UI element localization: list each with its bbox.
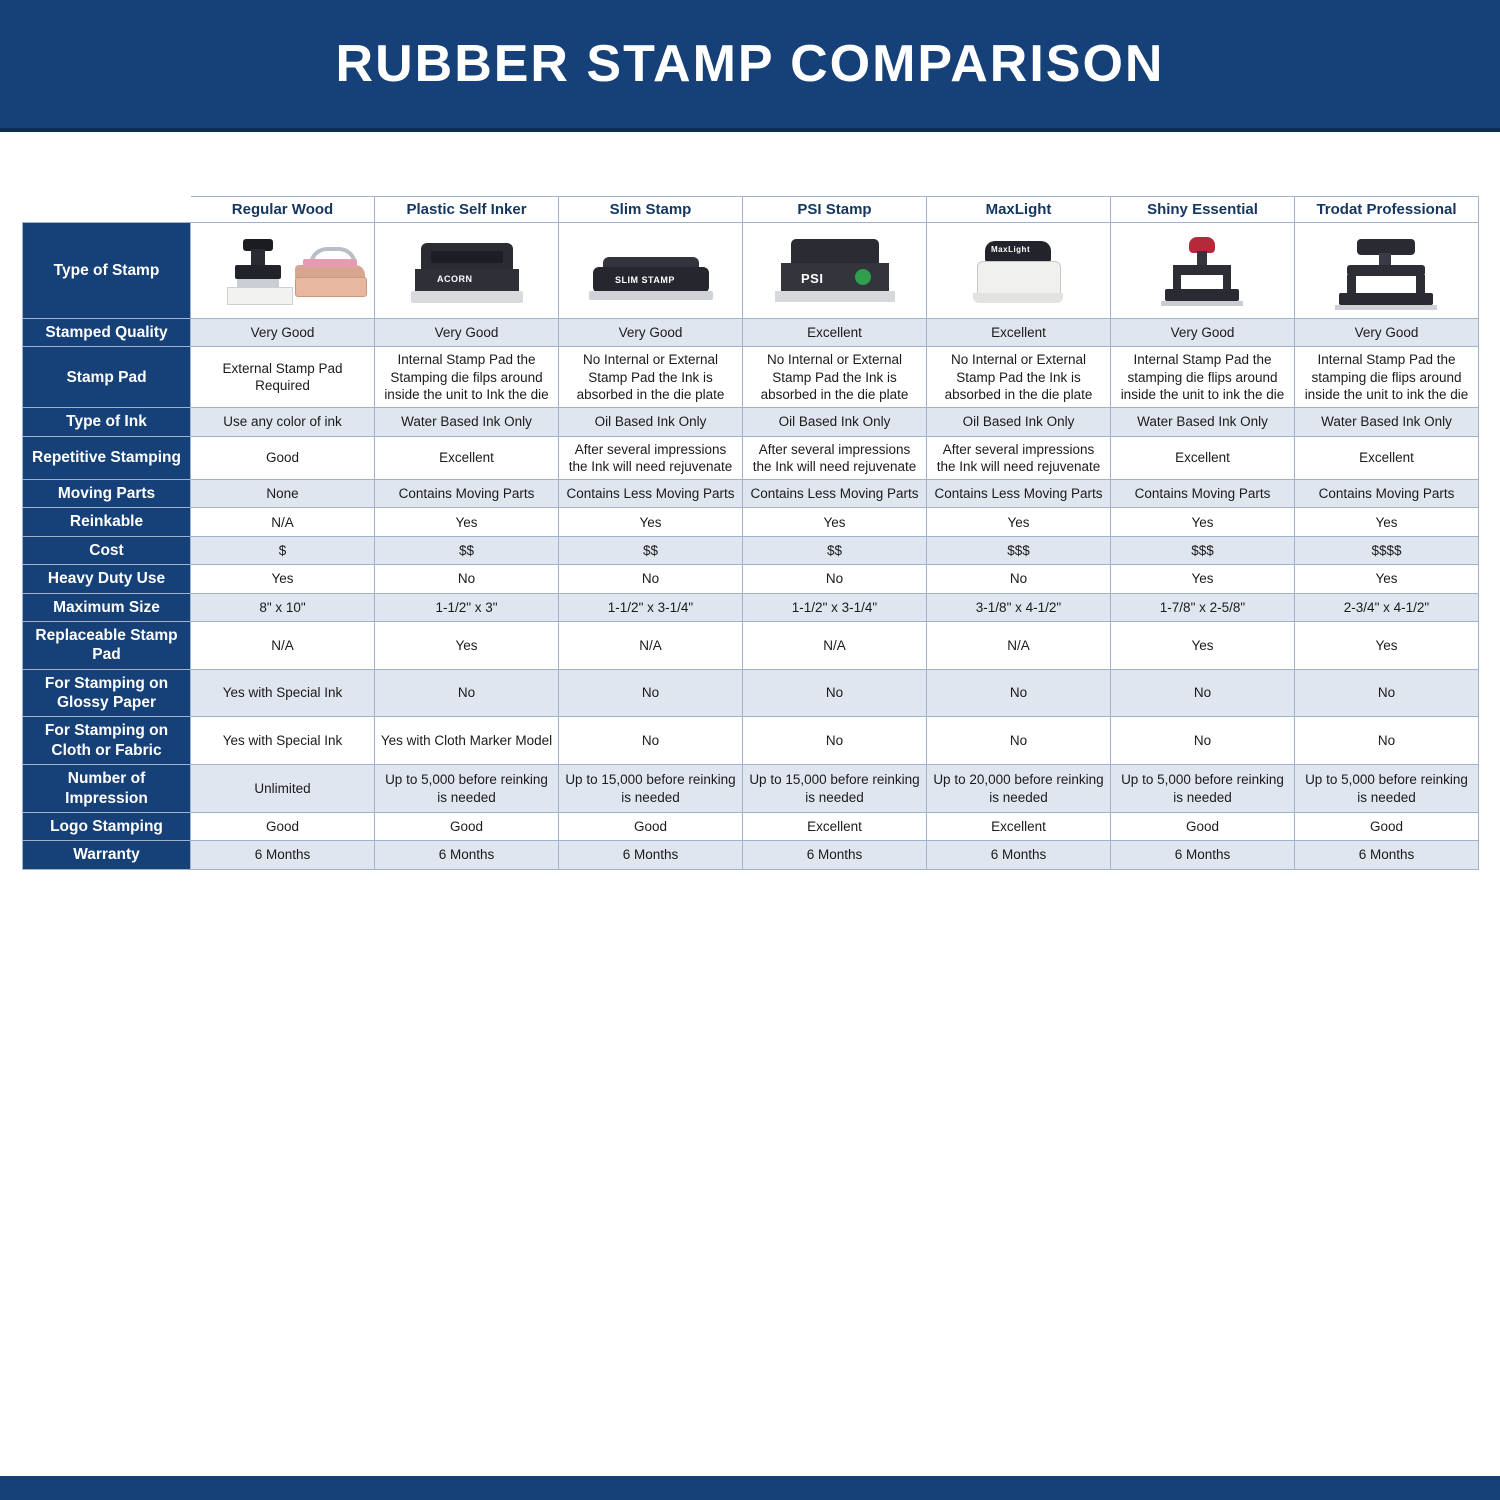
- row-label-type-of-stamp: Type of Stamp: [23, 223, 191, 319]
- cell-warranty-trodat-professional: 6 Months: [1295, 841, 1479, 869]
- cell-cost-slim-stamp: $$: [559, 536, 743, 564]
- cell-stamp-pad-slim-stamp: No Internal or External Stamp Pad the Ink is absorbed in the die plate: [559, 347, 743, 408]
- row-label-number-of-impression: Number of Impression: [23, 765, 191, 813]
- table-row: [23, 669, 1479, 717]
- cell-heavy-duty-use-psi-stamp: No: [743, 565, 927, 593]
- psi-stamp-icon: [743, 225, 926, 317]
- cell-heavy-duty-use-maxlight: No: [927, 565, 1111, 593]
- table-row: [23, 436, 1479, 480]
- cell-glossy-paper-regular-wood: Yes with Special Ink: [191, 669, 375, 717]
- cell-logo-stamping-regular-wood: Good: [191, 812, 375, 840]
- stamp-image-trodat-professional: [1295, 223, 1479, 319]
- cell-stamp-pad-regular-wood: External Stamp Pad Required: [191, 347, 375, 408]
- cell-maximum-size-trodat-professional: 2-3/4" x 4-1/2": [1295, 593, 1479, 621]
- cell-replaceable-stamp-pad-regular-wood: N/A: [191, 621, 375, 669]
- page-banner: [0, 0, 1500, 132]
- cell-stamp-pad-trodat-professional: Internal Stamp Pad the stamping die flips around inside the unit to ink the die: [1295, 347, 1479, 408]
- cell-maximum-size-slim-stamp: 1-1/2" x 3-1/4": [559, 593, 743, 621]
- column-header-psi-stamp: PSI Stamp: [743, 197, 927, 223]
- cell-repetitive-stamping-slim-stamp: After several impressions the Ink will need rejuvenate: [559, 436, 743, 480]
- row-label-glossy-paper: For Stamping on Glossy Paper: [23, 669, 191, 717]
- cell-warranty-shiny-essential: 6 Months: [1111, 841, 1295, 869]
- psi-brand-label: PSI: [801, 270, 824, 286]
- cell-glossy-paper-plastic-self-inker: No: [375, 669, 559, 717]
- stamp-image-regular-wood: [191, 223, 375, 319]
- wood-stamp-icon: [191, 225, 374, 317]
- cell-logo-stamping-slim-stamp: Good: [559, 812, 743, 840]
- stamp-image-slim-stamp: [559, 223, 743, 319]
- cell-logo-stamping-psi-stamp: Excellent: [743, 812, 927, 840]
- cell-type-of-ink-slim-stamp: Oil Based Ink Only: [559, 408, 743, 436]
- cell-number-of-impression-plastic-self-inker: Up to 5,000 before reinking is needed: [375, 765, 559, 813]
- cell-repetitive-stamping-regular-wood: Good: [191, 436, 375, 480]
- cell-glossy-paper-trodat-professional: No: [1295, 669, 1479, 717]
- maxlight-brand-label: MaxLight: [991, 244, 1031, 254]
- cell-logo-stamping-plastic-self-inker: Good: [375, 812, 559, 840]
- stamp-image-psi-stamp: [743, 223, 927, 319]
- cell-repetitive-stamping-shiny-essential: Excellent: [1111, 436, 1295, 480]
- cell-cost-shiny-essential: $$$: [1111, 536, 1295, 564]
- cell-moving-parts-psi-stamp: Contains Less Moving Parts: [743, 480, 927, 508]
- cell-moving-parts-trodat-professional: Contains Moving Parts: [1295, 480, 1479, 508]
- page-title: RUBBER STAMP COMPARISON: [335, 35, 1165, 93]
- cell-stamped-quality-slim-stamp: Very Good: [559, 319, 743, 347]
- table-row: [23, 319, 1479, 347]
- cell-reinkable-regular-wood: N/A: [191, 508, 375, 536]
- cell-repetitive-stamping-trodat-professional: Excellent: [1295, 436, 1479, 480]
- table-row: [23, 536, 1479, 564]
- plastic-brand-label: ACORN: [437, 273, 473, 284]
- cell-warranty-regular-wood: 6 Months: [191, 841, 375, 869]
- row-label-reinkable: Reinkable: [23, 508, 191, 536]
- cell-stamp-pad-plastic-self-inker: Internal Stamp Pad the Stamping die filps around inside the unit to Ink the die: [375, 347, 559, 408]
- cell-type-of-ink-trodat-professional: Water Based Ink Only: [1295, 408, 1479, 436]
- slim-brand-label: SLIM STAMP: [615, 274, 675, 285]
- cell-glossy-paper-maxlight: No: [927, 669, 1111, 717]
- cell-cloth-or-fabric-shiny-essential: No: [1111, 717, 1295, 765]
- cell-heavy-duty-use-shiny-essential: Yes: [1111, 565, 1295, 593]
- cell-warranty-psi-stamp: 6 Months: [743, 841, 927, 869]
- cell-moving-parts-slim-stamp: Contains Less Moving Parts: [559, 480, 743, 508]
- row-label-logo-stamping: Logo Stamping: [23, 812, 191, 840]
- table-row: [23, 508, 1479, 536]
- cell-cloth-or-fabric-maxlight: No: [927, 717, 1111, 765]
- cell-reinkable-shiny-essential: Yes: [1111, 508, 1295, 536]
- cell-heavy-duty-use-slim-stamp: No: [559, 565, 743, 593]
- cell-replaceable-stamp-pad-shiny-essential: Yes: [1111, 621, 1295, 669]
- row-label-repetitive-stamping: Repetitive Stamping: [23, 436, 191, 480]
- cell-repetitive-stamping-psi-stamp: After several impressions the Ink will need rejuvenate: [743, 436, 927, 480]
- cell-heavy-duty-use-trodat-professional: Yes: [1295, 565, 1479, 593]
- cell-cloth-or-fabric-regular-wood: Yes with Special Ink: [191, 717, 375, 765]
- cell-glossy-paper-slim-stamp: No: [559, 669, 743, 717]
- cell-warranty-slim-stamp: 6 Months: [559, 841, 743, 869]
- cell-cloth-or-fabric-psi-stamp: No: [743, 717, 927, 765]
- cell-replaceable-stamp-pad-trodat-professional: Yes: [1295, 621, 1479, 669]
- column-header-slim-stamp: Slim Stamp: [559, 197, 743, 223]
- table-row: [23, 812, 1479, 840]
- row-label-warranty: Warranty: [23, 841, 191, 869]
- row-label-heavy-duty-use: Heavy Duty Use: [23, 565, 191, 593]
- comparison-table-container: [22, 196, 1478, 870]
- table-row: [23, 223, 1479, 319]
- stamp-comparison-table: [22, 196, 1479, 870]
- cell-replaceable-stamp-pad-psi-stamp: N/A: [743, 621, 927, 669]
- cell-stamped-quality-regular-wood: Very Good: [191, 319, 375, 347]
- cell-type-of-ink-shiny-essential: Water Based Ink Only: [1111, 408, 1295, 436]
- cell-reinkable-trodat-professional: Yes: [1295, 508, 1479, 536]
- table-row: [23, 347, 1479, 408]
- cell-type-of-ink-psi-stamp: Oil Based Ink Only: [743, 408, 927, 436]
- column-header-trodat-professional: Trodat Professional: [1295, 197, 1479, 223]
- stamp-image-maxlight: [927, 223, 1111, 319]
- shiny-essential-stamp-icon: [1111, 225, 1294, 317]
- cell-stamped-quality-shiny-essential: Very Good: [1111, 319, 1295, 347]
- row-label-cloth-or-fabric: For Stamping on Cloth or Fabric: [23, 717, 191, 765]
- table-header-row: [23, 197, 1479, 223]
- row-label-moving-parts: Moving Parts: [23, 480, 191, 508]
- table-row: [23, 717, 1479, 765]
- column-header-regular-wood: Regular Wood: [191, 197, 375, 223]
- cell-number-of-impression-trodat-professional: Up to 5,000 before reinking is needed: [1295, 765, 1479, 813]
- row-label-stamp-pad: Stamp Pad: [23, 347, 191, 408]
- cell-stamped-quality-plastic-self-inker: Very Good: [375, 319, 559, 347]
- cell-glossy-paper-shiny-essential: No: [1111, 669, 1295, 717]
- cell-cost-plastic-self-inker: $$: [375, 536, 559, 564]
- column-header-plastic-self-inker: Plastic Self Inker: [375, 197, 559, 223]
- cell-reinkable-psi-stamp: Yes: [743, 508, 927, 536]
- cell-replaceable-stamp-pad-maxlight: N/A: [927, 621, 1111, 669]
- cell-logo-stamping-trodat-professional: Good: [1295, 812, 1479, 840]
- stamp-image-shiny-essential: [1111, 223, 1295, 319]
- table-row: [23, 765, 1479, 813]
- cell-logo-stamping-maxlight: Excellent: [927, 812, 1111, 840]
- cell-maximum-size-regular-wood: 8" x 10": [191, 593, 375, 621]
- cell-type-of-ink-regular-wood: Use any color of ink: [191, 408, 375, 436]
- footer-bar: [0, 1476, 1500, 1500]
- slim-stamp-icon: [559, 225, 742, 317]
- cell-stamped-quality-maxlight: Excellent: [927, 319, 1111, 347]
- row-label-stamped-quality: Stamped Quality: [23, 319, 191, 347]
- plastic-self-inker-icon: [375, 225, 558, 317]
- cell-stamped-quality-trodat-professional: Very Good: [1295, 319, 1479, 347]
- table-row: [23, 565, 1479, 593]
- cell-logo-stamping-shiny-essential: Good: [1111, 812, 1295, 840]
- table-row: [23, 593, 1479, 621]
- trodat-professional-stamp-icon: [1295, 225, 1478, 317]
- cell-reinkable-plastic-self-inker: Yes: [375, 508, 559, 536]
- cell-moving-parts-maxlight: Contains Less Moving Parts: [927, 480, 1111, 508]
- cell-stamp-pad-maxlight: No Internal or External Stamp Pad the Ink is absorbed in the die plate: [927, 347, 1111, 408]
- cell-maximum-size-plastic-self-inker: 1-1/2" x 3": [375, 593, 559, 621]
- cell-cost-trodat-professional: $$$$: [1295, 536, 1479, 564]
- cell-replaceable-stamp-pad-plastic-self-inker: Yes: [375, 621, 559, 669]
- cell-reinkable-maxlight: Yes: [927, 508, 1111, 536]
- stamp-image-plastic-self-inker: [375, 223, 559, 319]
- cell-number-of-impression-psi-stamp: Up to 15,000 before reinking is needed: [743, 765, 927, 813]
- table-row: [23, 621, 1479, 669]
- row-label-replaceable-stamp-pad: Replaceable Stamp Pad: [23, 621, 191, 669]
- cell-cost-psi-stamp: $$: [743, 536, 927, 564]
- column-header-shiny-essential: Shiny Essential: [1111, 197, 1295, 223]
- cell-number-of-impression-maxlight: Up to 20,000 before reinking is needed: [927, 765, 1111, 813]
- cell-cloth-or-fabric-slim-stamp: No: [559, 717, 743, 765]
- cell-maximum-size-shiny-essential: 1-7/8" x 2-5/8": [1111, 593, 1295, 621]
- cell-type-of-ink-maxlight: Oil Based Ink Only: [927, 408, 1111, 436]
- cell-moving-parts-regular-wood: None: [191, 480, 375, 508]
- cell-cost-regular-wood: $: [191, 536, 375, 564]
- cell-warranty-plastic-self-inker: 6 Months: [375, 841, 559, 869]
- cell-number-of-impression-shiny-essential: Up to 5,000 before reinking is needed: [1111, 765, 1295, 813]
- cell-heavy-duty-use-plastic-self-inker: No: [375, 565, 559, 593]
- cell-type-of-ink-plastic-self-inker: Water Based Ink Only: [375, 408, 559, 436]
- cell-cloth-or-fabric-trodat-professional: No: [1295, 717, 1479, 765]
- cell-glossy-paper-psi-stamp: No: [743, 669, 927, 717]
- cell-cloth-or-fabric-plastic-self-inker: Yes with Cloth Marker Model: [375, 717, 559, 765]
- cell-number-of-impression-slim-stamp: Up to 15,000 before reinking is needed: [559, 765, 743, 813]
- cell-stamp-pad-shiny-essential: Internal Stamp Pad the stamping die flips around inside the unit to ink the die: [1111, 347, 1295, 408]
- cell-stamp-pad-psi-stamp: No Internal or External Stamp Pad the Ink is absorbed in the die plate: [743, 347, 927, 408]
- cell-repetitive-stamping-maxlight: After several impressions the Ink will need rejuvenate: [927, 436, 1111, 480]
- row-label-type-of-ink: Type of Ink: [23, 408, 191, 436]
- cell-warranty-maxlight: 6 Months: [927, 841, 1111, 869]
- corner-cell: [23, 197, 191, 223]
- cell-moving-parts-plastic-self-inker: Contains Moving Parts: [375, 480, 559, 508]
- cell-cost-maxlight: $$$: [927, 536, 1111, 564]
- cell-maximum-size-maxlight: 3-1/8" x 4-1/2": [927, 593, 1111, 621]
- cell-stamped-quality-psi-stamp: Excellent: [743, 319, 927, 347]
- row-label-cost: Cost: [23, 536, 191, 564]
- table-row: [23, 841, 1479, 869]
- cell-moving-parts-shiny-essential: Contains Moving Parts: [1111, 480, 1295, 508]
- table-row: [23, 480, 1479, 508]
- column-header-maxlight: MaxLight: [927, 197, 1111, 223]
- cell-heavy-duty-use-regular-wood: Yes: [191, 565, 375, 593]
- cell-replaceable-stamp-pad-slim-stamp: N/A: [559, 621, 743, 669]
- cell-maximum-size-psi-stamp: 1-1/2" x 3-1/4": [743, 593, 927, 621]
- cell-number-of-impression-regular-wood: Unlimited: [191, 765, 375, 813]
- row-label-maximum-size: Maximum Size: [23, 593, 191, 621]
- table-row: [23, 408, 1479, 436]
- cell-reinkable-slim-stamp: Yes: [559, 508, 743, 536]
- cell-repetitive-stamping-plastic-self-inker: Excellent: [375, 436, 559, 480]
- maxlight-stamp-icon: [927, 225, 1110, 317]
